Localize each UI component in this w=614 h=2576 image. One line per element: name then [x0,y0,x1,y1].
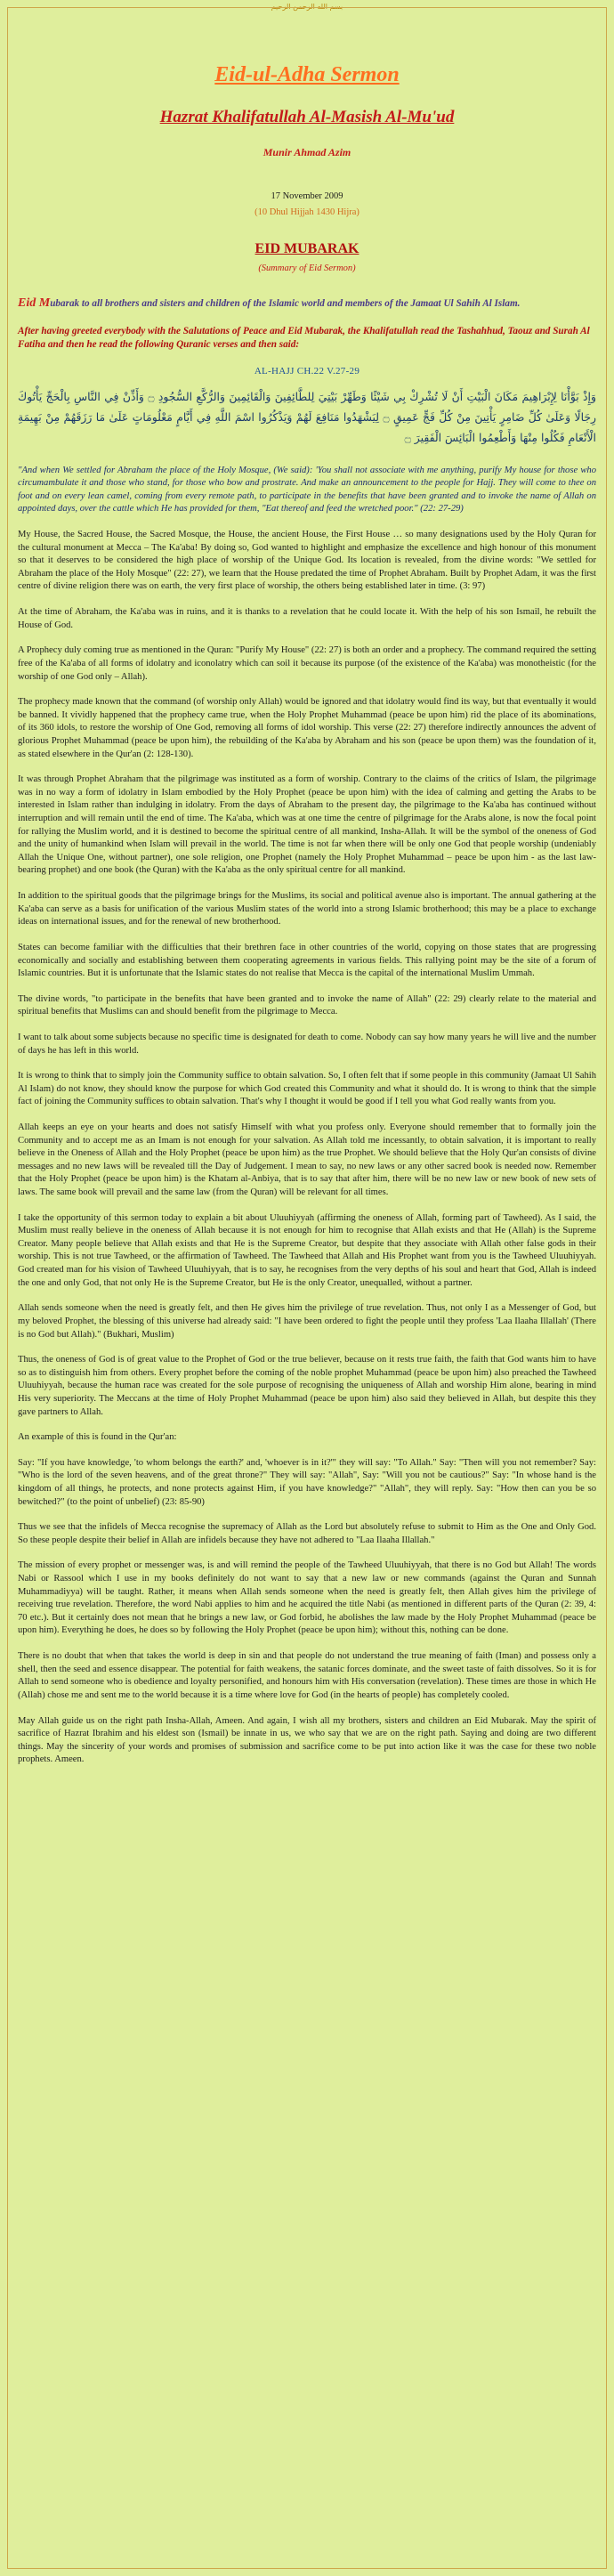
summary-note: (Summary of Eid Sermon) [258,263,356,273]
paragraph: I take the opportunity of this sermon today to explain a bit about Uluuhiyyah (affirming the oneness of Allah, forming part of Tawheed). As I said, the Muslim must really believe in the oneness of Allah because it is not enough for him to recognise that Allah exists and that He (Allah) is the Supreme Creator. Many people believe that Allah exists and that He is the Supreme Creator, but despite that they associate with Allah other false gods in their worship. This is not true Tawheed, or the affirmation of Tawheed. The Tawheed that Allah and His Prophet want from you is the Tawheed Uluuhiyyah. God created man for his vision of Tawheed Uluuhiyyah, that is to say, he recognises from the very depths of his soul and heart that God, Allah is indeed the one and only God, that not only He is the Supreme Creator, but He is the only Creator, unequalled, without a partner. [18,1212,596,1288]
paragraph: The divine words, "to participate in the benefits that have been granted and to invoke the name of Allah" (22: 29) clearly relate to the material and spiritual benefits that Muslims can and should benefit from the pilgrimage to Mecca. [18,993,596,1017]
paragraph: It was through Prophet Abraham that the pilgrimage was instituted as a form of worship. Contrary to the claims of the critics of Islam, the pilgrimage was in no way a form of idolatry in Islam embodied by the Holy Prophet (peace be upon him) with the idea of calming and getting the Arabs to be interested in Islam rather than indulging in idolatry. From the days of Abraham to the present day, the pilgrimage to the Ka'aba has continued without interruption and will remain until the end of time. The Ka'aba, which was at one time the centre of pilgrimage for the Arabs alone, is now the focal point for rallying the Muslim world, and it is destined to become the spiritual centre of all mankind, Insha-Allah. It will be the symbol of the oneness of God and the unity of humankind when Islam will prevail in the world. The time is not far when there will be only one God that people worship (undeniably Allah the Unique One, without partner), one sole religion, one Prophet (namely the Holy Prophet Muhammad – peace be upon him - as the last law-bearing prophet) and one book (the Quran) with the Ka'aba as the only spiritual centre for all mankind. [18,774,596,876]
bismillah-header: بسم الله الرحمن الرحيم [271,3,343,11]
paragraph: Thus, the oneness of God is of great value to the Prophet of God or the true believer, because on it rests true faith, the faith that God wants him to have so as to distinguish him from others. Every prophet before the coming of the noble prophet Muhammad (peace be upon him) also preached the Tawheed Uluuhiyyah, because the human race was created for the sole purpose of recognising the uniqueness of Allah and worship Him alone, bearing in mind His very superiority. The Meccans at the time of Holy Prophet Muhammad (peace be upon him) also said they believed in Allah, but despite this they gave partners to Allah. [18,1355,596,1417]
salutation-text: After having greeted everybody with the Salutations of Peace and Eid Mubarak, the Khalifatullah read the Tashahhud, Taouz and Surah Al Fatiha and then he read the following Quranic verses and then said: [18,325,590,351]
greeting-initial: Eid M [18,296,51,311]
paragraph: Say: "If you have knowledge, 'to whom belongs the earth?' and, 'whoever is in it?'" they will say: "To Allah." Say: "Then will you not remember? Say: "Who is the lord of the seven heavens, and of the great throne?" They will say: "Allah", Say: "Will you not be cautious?" Say: "In whose hand is the kingdom of all things, he protects, and none protects against Him, if you have knowledge?" "Allah", they will reply. Say: "How then can you be so bewitched?" (to the point of unbelief) (23: 85-90) [18,1457,596,1507]
paragraph: The prophecy made known that the command (of worship only Allah) would be ignored and that idolatry would find its way, but that eventually it would be banned. It vividly happened that the prophecy came true, when the Holy Prophet Muhammad (peace be upon him) rid the place of its abominations, of its 360 idols, to restore the worship of One God, removing all forms of idol worship. This verse (22: 27) therefore indirectly announces the advent of glorious Prophet Muhammad (peace be upon him), the rebuilding of the Ka'aba by Abraham and his son (peace be upon them) was the foundation of it, as stated elsewhere in the Qur'an (2: 128-130). [18,697,596,759]
paragraph: The mission of every prophet or messenger was, is and will remind the people of the Tawheed Uluuhiyyah, that there is no God but Allah! The words Nabi or Rassool which I use in my books definitely do not want to say that a new law or new commands (against the Quran and Sunnah Muhammadiyya) will be taught. Rather, it means when Allah sends someone when the need is greatly felt, then Allah gives him the privilege of receiving true revelation. Therefore, the word Nabi applies to him and he acquired the title Nabi (as mentioned in different parts of the Quran (2: 39, 4: 70 etc.). But it certainly does not mean that he brings a new law, or God forbid, he abolishes the law made by the Holy Prophet Muhammad (peace be upon him). Everything he does, he does so by following the Holy Prophet (peace be upon him); without this, nothing can be done. [18,1560,596,1636]
paragraph: At the time of Abraham, the Ka'aba was in ruins, and it is thanks to a revelation that he could locate it. With the help of his son Ismail, he rebuilt the House of God. [18,607,596,630]
paragraph: Thus we see that the infidels of Mecca recognise the supremacy of Allah as the Lord but absolutely refuse to submit to Him as the One and Only God. So these people despite their belief in Allah are infidels because they have not adhered to "Laa Ilaaha Illallah." [18,1522,596,1545]
paragraph: In addition to the spiritual goods that the pilgrimage brings for the Muslims, its social and political avenue also is important. The annual gathering at the Ka'aba can serve as a basis for unification of the various Muslim states of the world into a strong Islamic brotherhood; this may be a place to exchange ideas on international issues, and for the renewal of new brotherhood. [18,891,596,928]
paragraph: States can become familiar with the difficulties that their brethren face in other countries of the world, copying on those states that are progressing economically and socially and establishing between them cooperating agreements in various fields. This rallying point may be the site of a forum of Islamic countries. But it is unfortunate that the Islamic states do not realise that Mecca is the capital of the international Muslim Ummah. [18,942,596,979]
paragraph: I want to talk about some subjects because no specific time is designated for death to come. Nobody can say how many years he will live and the number of days he has left in this world. [18,1032,596,1056]
page-title: Eid-ul-Adha Sermon [214,63,400,86]
eid-mubarak-heading: EID MUBARAK [254,240,360,256]
author-name: Munir Ahmad Azim [263,146,351,159]
verse-translation: "And when We settled for Abraham the place of the Holy Mosque, (We said): 'You shall not associate with me anything, purify My house for those who circumambulate it and those who stand, for those who bow and prostrate. And make an announcement to the people for Hajj. They will come to thee on foot and on every lean camel, coming from every remote path, to participate in the benefits that have been granted and to invoke the name of Allah on appointed days, over the cattle which He has provided for them, "Eat thereof and feed the wretched poor." (22: 27-29) [18,465,596,514]
khalifatullah-title: Hazrat Khalifatullah Al-Masish Al-Mu'ud [159,108,455,127]
paragraph: An example of this is found in the Qur'an: [18,1432,177,1443]
paragraph: It is wrong to think that to simply join the Community suffice to obtain salvation. So, I often felt that if some people in this community (Jamaat Ul Sahih Al Islam) do not know, they should know the purpose for which God created this Community and what it should do. It is wrong to think that the simple fact of joining the Community suffices to obtain salvation. That's why I thought it would be good if I tell you what God really wants from you. [18,1071,596,1107]
sermon-content [18,53,596,1779]
greeting [18,295,596,312]
arabic-verses: وَإِذْ بَوَّأْنَا لِإِبْرَاهِيمَ مَكَانَ الْبَيْتِ أَنْ لَا تُشْرِكْ بِي شَيْئًا وَطَهِّرْ بَيْتِيَ لِلطَّائِفِينَ وَالْقَائِمِينَ وَالرُّكَّعِ السُّجُودِ ۝ وَأَذِّنْ فِي النَّاسِ بِالْحَجِّ يَأْتُوكَ رِجَالًا وَعَلَىٰ كُلِّ ضَامِرٍ يَأْتِينَ مِنْ كُلِّ فَجٍّ عَمِيقٍ ۝ لِيَشْهَدُوا مَنَافِعَ لَهُمْ وَيَذْكُرُوا اسْمَ اللَّهِ فِي أَيَّامٍ مَعْلُومَاتٍ عَلَىٰ مَا رَزَقَهُمْ مِنْ بَهِيمَةِ الْأَنْعَامِ فَكُلُوا مِنْهَا وَأَطْعِمُوا الْبَائِسَ الْفَقِيرَ ۝ [18,389,596,444]
quran-reference: AL-HAJJ CH.22 V.27-29 [254,365,360,377]
hijri-date: (10 Dhul Hijjah 1430 Hijra) [254,207,360,218]
paragraph: My House, the Sacred House, the Sacred Mosque, the House, the ancient House, the First House … so many designations used by the Holy Quran for the cultural monument at Mecca – The Ka'aba! By doing so, God wanted to highlight and emphasize the excellence and high honour of this monument so that it deserves to be considered the high place of worship of the Unique God. Its location is revealed, from the divine words: "We settled for Abraham the place of the Holy Mosque" (22: 27), we learn that the House predated the time of Prophet Abraham. Built by Prophet Adam, it was the first centre of divine religion there was on earth, the very first place of worship, the others being established later in time. (3: 97) [18,530,596,592]
paragraph: There is no doubt that when that takes the world is deep in sin and that people do not understand the true meaning of faith (Iman) and possess only a shell, then the seed and essence disappear. The potential for faith weakens, the satanic forces dominate, and the sweet taste of faith dissolves. So it is for Allah to send someone who is obedience and loyalty personified, and honours him with His conversation (revelation). These times are those in which He (Allah) chose me and sent me to the world because it is a time where love for God (in the hearts of people) has completely cooled. [18,1651,596,1700]
paragraph: Allah keeps an eye on your hearts and does not satisfy Himself with what you profess only. Everyone should remember that to formally join the Community and to accept me as an Imam is not enough for your salvation. As Allah told me incessantly, to obtain salvation, it is important to really believe in the Oneness of Allah and the Holy Prophet (peace be upon him) as the true Prophet. We should believe that the Holy Qur'an consists of divine messages and no new laws will be revealed till the Day of Judgement. I mean to say, no new laws or any other sacred book is needed now. Remember that the Holy Prophet (peace be upon him) is the Khatam al-Anbiya, that is to say that after him, there will be no new law or new book of new sets of laws. The same book will prevail and the same law (from the Quran) will be relevant for all times. [18,1122,596,1198]
paragraph: May Allah guide us on the right path Insha-Allah, Ameen. And again, I wish all my brothers, sisters and children an Eid Mubarak. May the spirit of sacrifice of Hazrat Ibrahim and his eldest son (Ismail) be innate in us, we who say that we are on the right path. Saying and doing are two different things. May the sincerity of your words and promises of submission and sacrifice come to be put into action like it was the case for these two noble prophets. Ameen. [18,1715,596,1765]
paragraph: Allah sends someone when the need is greatly felt, and then He gives him the privilege of true revelation. Thus, not only I as a Messenger of God, but my beloved Prophet, the blessing of this universe had already said: "I have been ordered to fight the people until they profess 'Laa Ilaaha Illallah' (There is no God but Allah)." (Bukhari, Muslim) [18,1303,596,1340]
paragraph: A Prophecy duly coming true as mentioned in the Quran: "Purify My House" (22: 27) is both an order and a prophecy. The command required the setting free of the Ka'aba of all forms of idolatry and iconolatry which can soil it because its purpose (of the existence of the Ka'aba) was monotheistic (for the worship of one God only – Allah). [18,645,596,682]
sermon-date: 17 November 2009 [271,190,343,201]
greeting-text: ubarak to all brothers and sisters and children of the Islamic world and members of the Jamaat Ul Sahih Al Islam. [50,298,521,310]
